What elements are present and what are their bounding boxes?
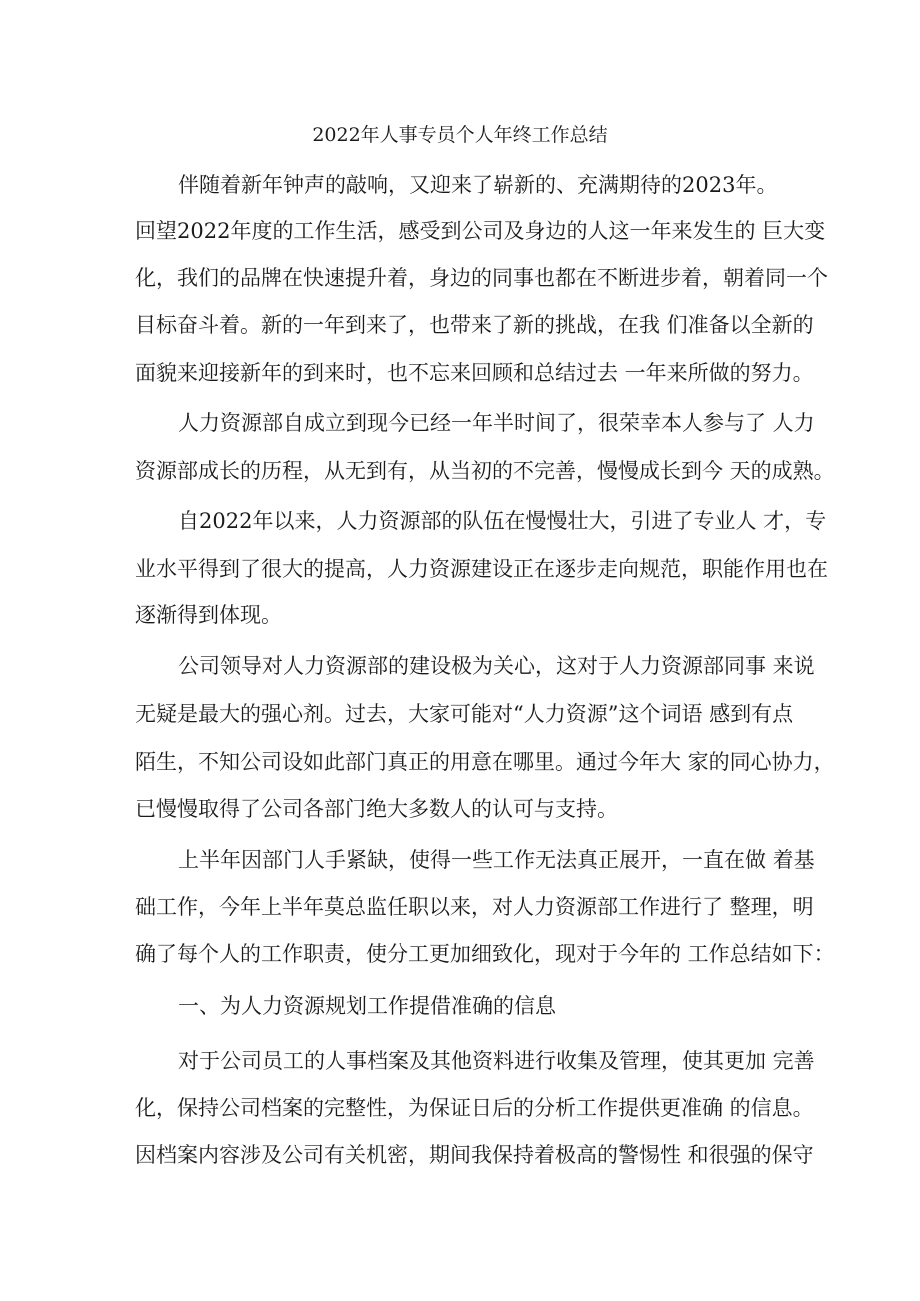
paragraph-line: 回望2022年度的工作生活，感受到公司及身边的人这一年来发生的 巨大变 xyxy=(135,219,826,243)
paragraph-line: 对于公司员工的人事档案及其他资料进行收集及管理，使其更加 完善 xyxy=(178,1049,815,1073)
paragraph-line: 资源部成长的历程，从无到有，从当初的不完善，慢慢成长到今 天的成熟。 xyxy=(135,459,835,483)
section-heading: 一、为人力资源规划工作提借准确的信息 xyxy=(178,994,556,1018)
paragraph-line: 化，保持公司档案的完整性，为保证日后的分析工作提供更准确 的信息。 xyxy=(135,1096,814,1120)
paragraph-line: 伴随着新年钟声的敲响，又迎来了崭新的、充满期待的2023年。 xyxy=(178,173,778,197)
paragraph-line: 面貌来迎接新年的到来时，也不忘来回顾和总结过去 一年来所做的努力。 xyxy=(135,361,814,385)
document-title: 2022年人事专员个人年终工作总结 xyxy=(312,124,608,146)
paragraph-line: 因档案内容涉及公司有关机密，期间我保持着极高的警惕性 和很强的保守 xyxy=(135,1143,814,1167)
paragraph-line: 业水平得到了很大的提高，人力资源建设正在逐步走向规范，职能作用也在 xyxy=(135,557,828,581)
paragraph-line: 化，我们的品牌在快速提升着，身边的同事也都在不断进步着，朝着同一个 xyxy=(135,266,828,290)
paragraph-line: 上半年因部门人手紧缺，使得一些工作无法真正展开，一直在做 着基 xyxy=(178,848,815,872)
paragraph-line: 础工作，今年上半年莫总监任职以来，对人力资源部工作进行了 整理，明 xyxy=(135,895,814,919)
paragraph-line: 自2022年以来，人力资源部的队伍在慢慢壮大，引进了专业人 才，专 xyxy=(178,509,827,533)
paragraph-line: 逐渐得到体现。 xyxy=(135,603,282,627)
paragraph-line: 已慢慢取得了公司各部门绝大多数人的认可与支持。 xyxy=(135,797,618,821)
paragraph-line: 目标奋斗着。新的一年到来了，也带来了新的挑战，在我 们准备以全新的 xyxy=(135,313,814,337)
paragraph-line: 人力资源部自成立到现今已经一年半时间了，很荣幸本人参与了 人力 xyxy=(178,411,815,435)
paragraph-line: 陌生，不知公司设如此部门真正的用意在哪里。通过今年大 家的同心协力， xyxy=(135,750,835,774)
paragraph-line: 公司领导对人力资源部的建设极为关心，这对于人力资源部同事 来说 xyxy=(178,654,815,678)
paragraph-line: 无疑是最大的强心剂。过去，大家可能对“人力资源”这个词语 感到有点 xyxy=(135,702,794,726)
paragraph-line: 确了每个人的工作职责，使分工更加细致化，现对于今年的 工作总结如下： xyxy=(135,942,835,966)
